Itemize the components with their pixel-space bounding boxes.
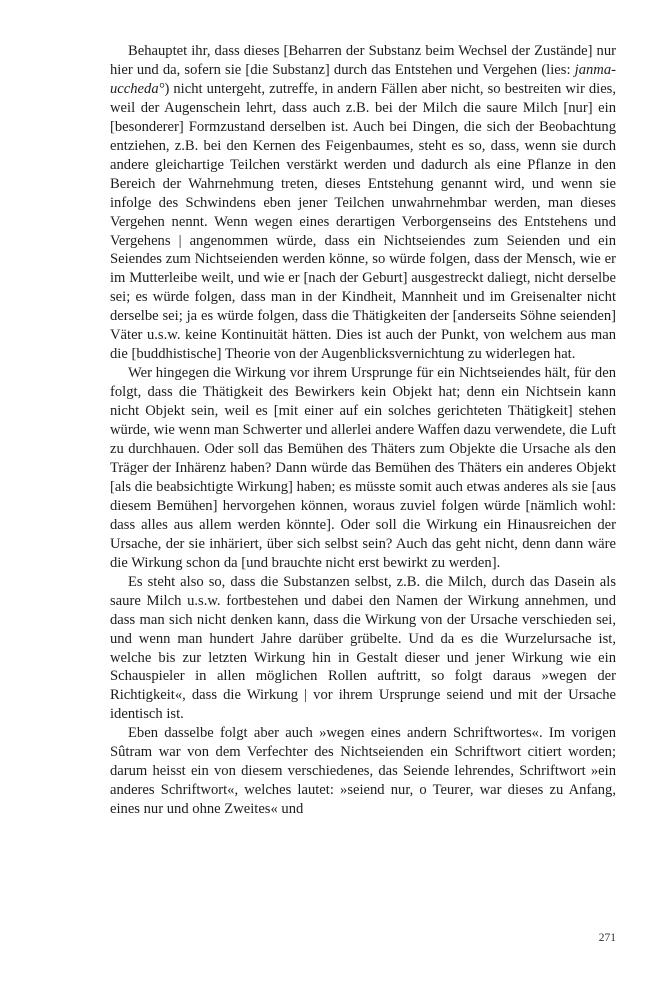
paragraph-4: Eben dasselbe folgt aber auch »wegen eines andern Schriftwortes«. Im vorigen Sûtram war von dem Verfechter des Nichtseienden ein Schriftwort citiert worden; darum heisst ein von diesem verschiedenes, das Seiende lehrendes, Schriftwort »ein anderes Schriftwort«, welches lautet: »seiend nur, o Teurer, war dieses zu Anfang, eines nur und ohne Zweites« und xyxy=(110,725,616,818)
paragraph-1-text-after: ) nicht untergeht, zutreffe, in andern Fällen aber nicht, so bestreiten wir dies, weil der Augenschein lehrt, dass auch z.B. bei der Milch die saure Milch [nur] ein [besonderer] Formzustand derselben ist. Auch bei Dingen, die sich der Beobachtung entziehen, z.B. bei den Kernen des Feigenbaumes, steht es so, dass, wenn sie durch andere gleichartige Teilchen verstärkt werden und dadurch als eine Pflanze in den Bereich der Wahrnehmung treten, dieses Entstehung genannt wird, und wenn sie infolge des Schwindens eben jener Teilchen unwahrnehmbar werden, man dieses Vergehen nennt. Wenn wegen eines derartigen Verborgenseins des Entstehens und Vergehens | angenommen würde, dass ein Nichtseiendes zum Seienden und ein Seiendes zum Nichtseienden werden könne, so würde folgen, dass der Mensch, wie er im Mutterleibe weilt, und wie er [nach der Geburt] ausgestreckt daliegt, nicht derselbe sei; es würde folgen, dass man in der Kindheit, Mannheit und im Greisenalter nicht derselbe sei; ja es würde folgen, dass die Thätigkeiten der [anderseits Söhne seienden] Väter u.s.w. keine Kontinuität hätten. Dies ist auch der Punkt, von welchem aus man die [buddhistische] Theorie von der Augenblicksvernichtung zu widerlegen hat. xyxy=(110,80,616,363)
paragraph-1 xyxy=(110,42,616,364)
paragraph-1-text-before: Behauptet ihr, dass dieses [Beharren der Substanz beim Wechsel der Zustände] nur hier und da, sofern sie [die Substanz] durch das Entstehen und Vergehen (lies: xyxy=(110,43,616,78)
page-number: 271 xyxy=(598,932,616,944)
paragraph-1-italic-term: janma-uccheda° xyxy=(110,61,616,97)
body-text xyxy=(110,42,616,819)
paragraph-3: Es steht also so, dass die Substanzen selbst, z.B. die Milch, durch das Dasein als saure Milch u.s.w. fortbestehen und dabei den Namen der Wirkung annehmen, und dass man sich nicht denken kann, dass die Wirkung von der Ursache verschieden sei, und wenn man hundert Jahre darüber grübelte. Und da es die Wurzelursache ist, welche bis zur letzten Wirkung hin in Gestalt dieser und jener Wirkung wie ein Schauspieler in allen möglichen Rollen auftritt, so folgt daraus »wegen der Richtigkeit«, dass die Wirkung | vor ihrem Ursprunge seiend und mit der Ursache identisch ist. xyxy=(110,573,616,723)
paragraph-2: Wer hingegen die Wirkung vor ihrem Ursprunge für ein Nichtseiendes hält, für den folgt, dass die Thätigkeit des Bewirkers kein Objekt hat; denn ein Nichtsein kann nicht Objekt sein, weil es [mit einer auf ein solches gerichteten Thätigkeit] stehen würde, wie wenn man Schwerter und allerlei andere Waffen dazu verwendete, die Luft zu durchhauen. Oder soll das Bemühen des Thäters zum Objekte die Ursache als den Träger der Inhärenz haben? Dann würde das Bemühen des Thäters ein anderes Objekt [als die beabsichtigte Wirkung] haben; es müsste somit auch etwas anderes als sie [aus diesem Bemühen] hervorgehen können, woraus zuviel folgen würde [nämlich wohl: dass alles aus allem werden könnte]. Oder soll die Wirkung ein Hinausreichen der Ursache, der sie inhäriert, über sich selbst sein? Auch das geht nicht, denn dann wäre die Wirkung schon da [und brauchte nicht erst bewirkt zu werden]. xyxy=(110,365,616,571)
